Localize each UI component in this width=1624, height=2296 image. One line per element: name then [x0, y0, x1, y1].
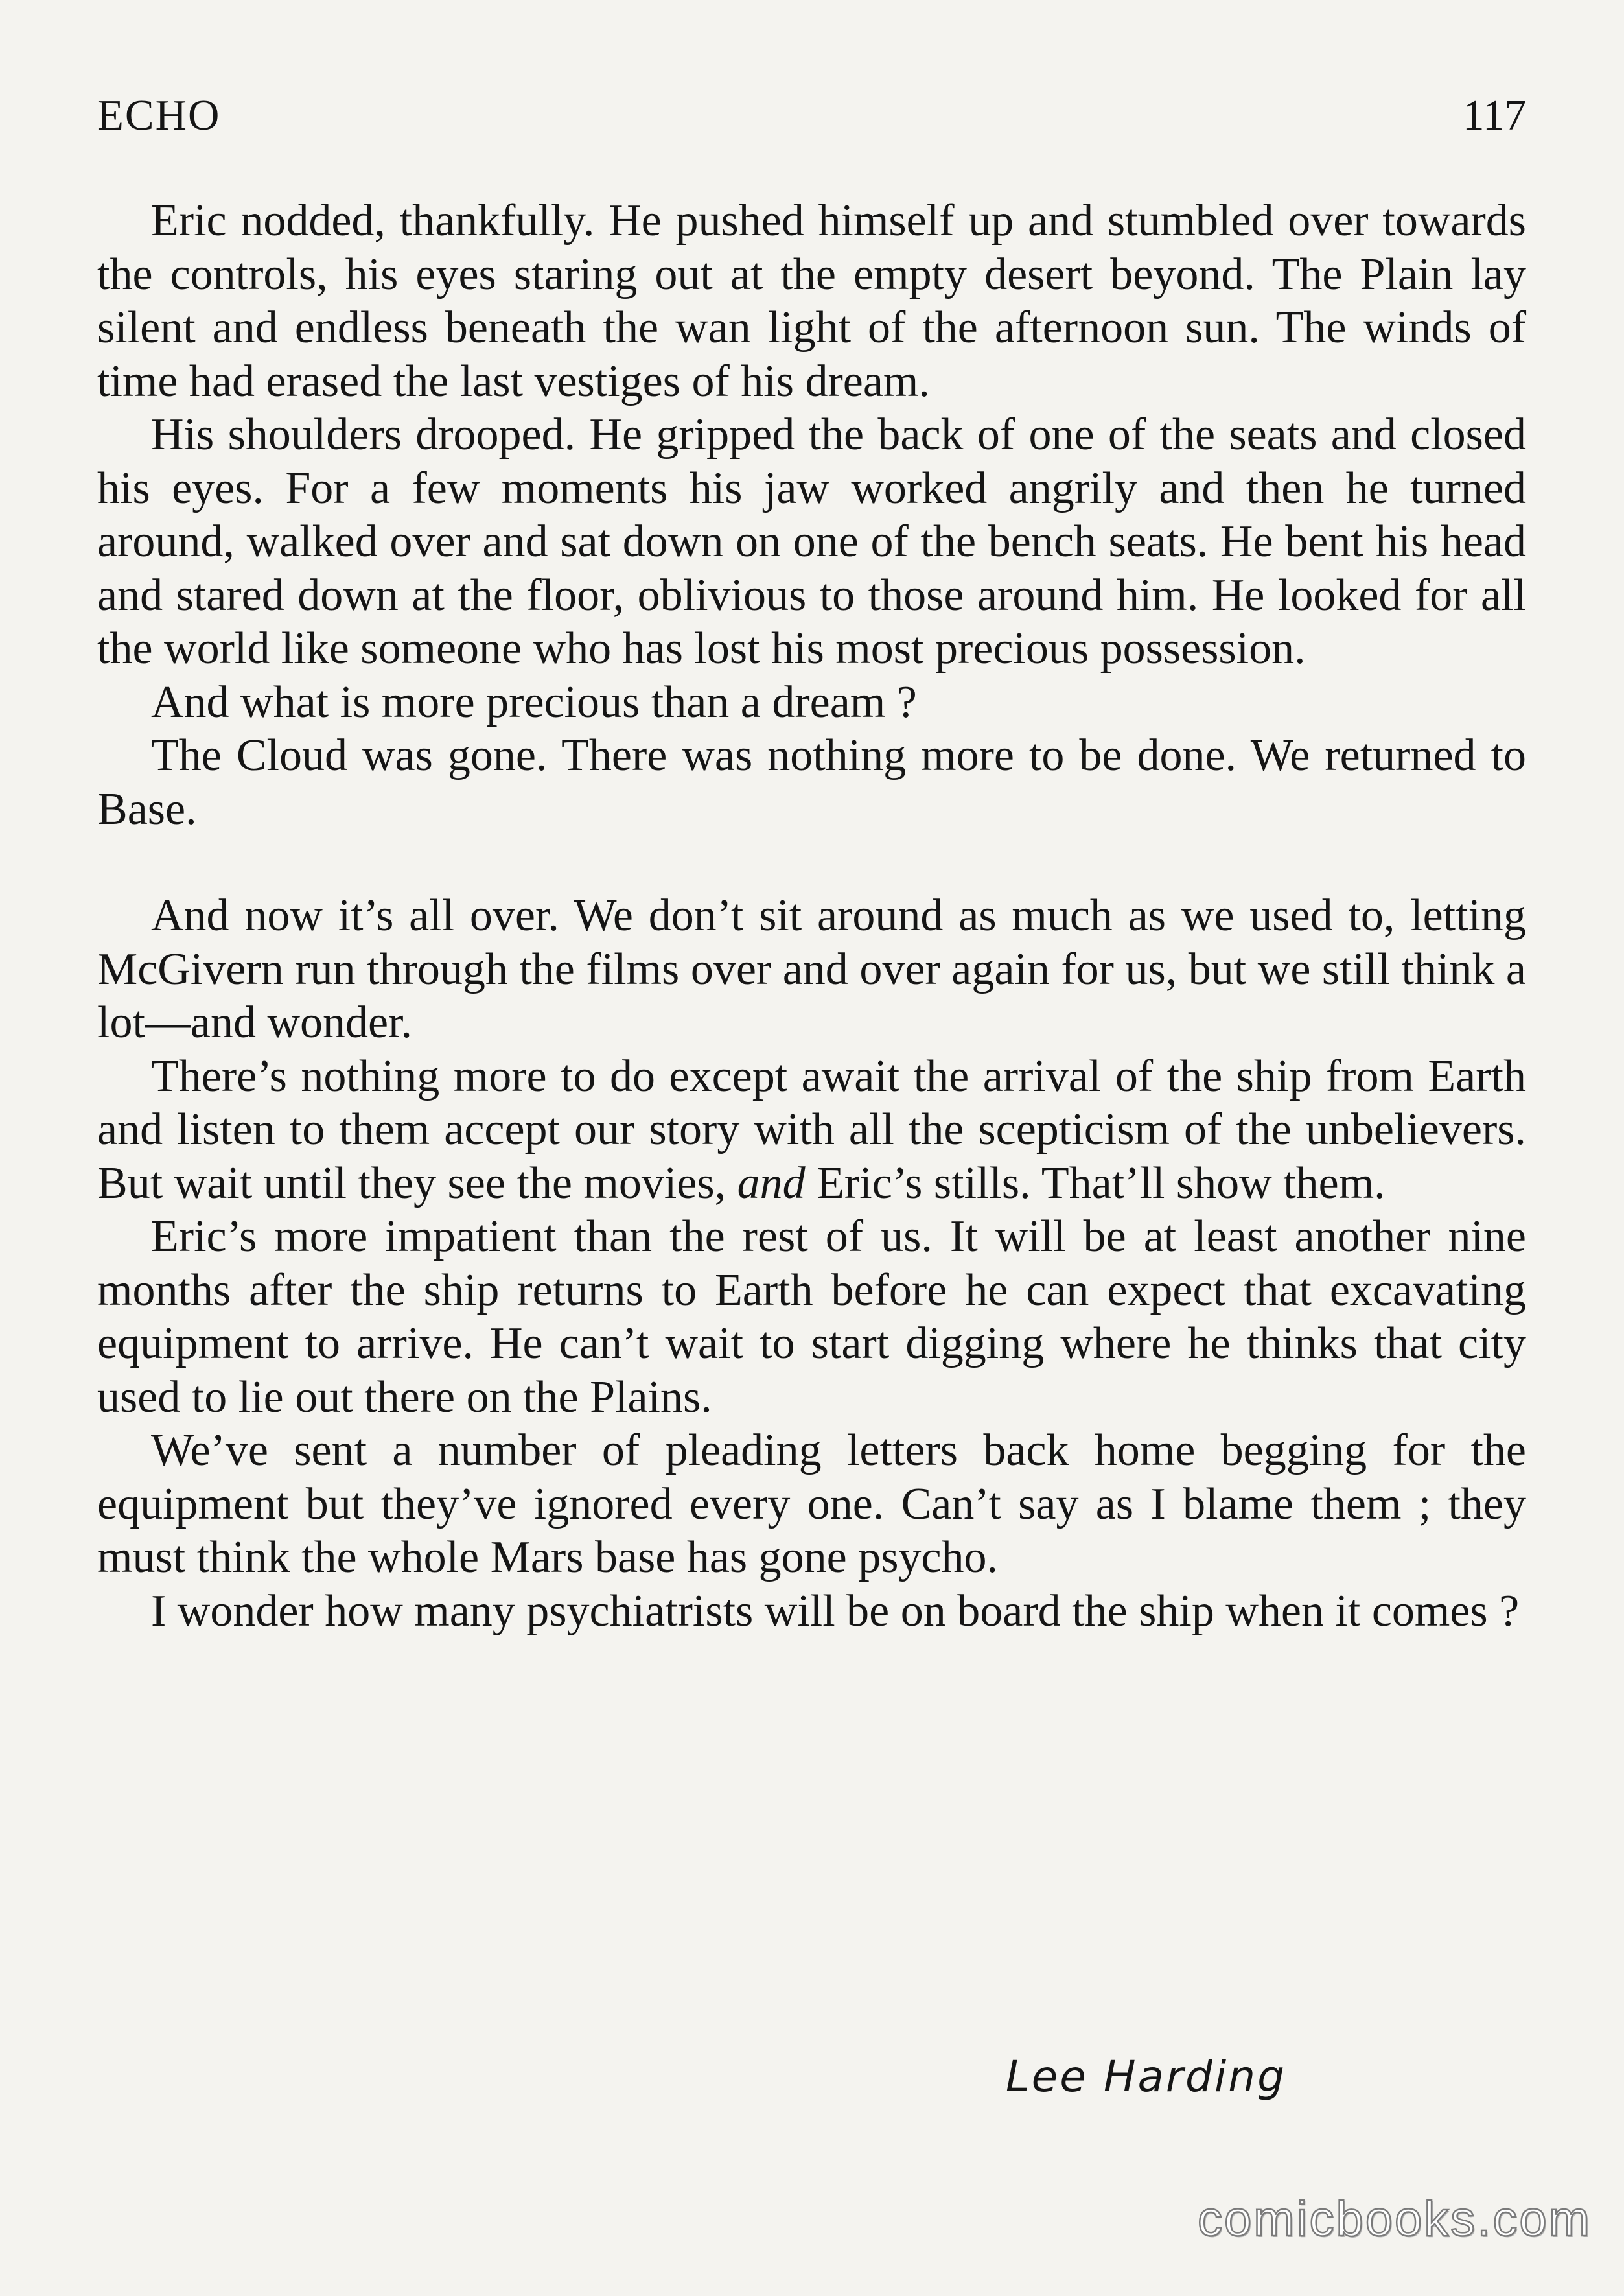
page-number: 117 [1462, 91, 1526, 139]
emphasized-word: and [737, 1158, 806, 1208]
paragraph: And now it’s all over. We don’t sit around as much as we used to, letting McGivern run through the films over and over again for us, but we still think a lot—and wonder. [97, 891, 1526, 1048]
story-body [97, 194, 1526, 1638]
paragraph: We’ve sent a number of pleading letters back home begging for the equipment but they’ve ignored every one. Can’t say as I blame them ; they must think the whole Mars base has gone psycho. [97, 1425, 1526, 1582]
paragraph: Eric’s more impatient than the rest of us. It will be at least another nine months after the ship returns to Earth before he can expect that excavating equipment to arrive. He can’t wait to start digging where he thinks that city used to lie out there on the Plains. [97, 1212, 1526, 1422]
paragraph: And what is more precious than a dream ? [151, 677, 917, 727]
running-head [97, 78, 1526, 156]
paragraph-text: There’s nothing more to do except await the arrival of the ship from Earth and listen to them accept our story with all the scepticism of the unbelievers. But wait until they see the movies, [97, 1051, 1526, 1208]
site-watermark: comicbooks.com [1198, 2192, 1592, 2247]
running-head-title: ECHO [97, 91, 221, 139]
paragraph [97, 1050, 1526, 1211]
author-signature: Lee Harding [1005, 2052, 1286, 2102]
section-break [97, 836, 1526, 889]
paragraph: The Cloud was gone. There was nothing more to be done. We returned to Base. [97, 731, 1526, 834]
paragraph-text: Eric’s stills. That’ll show them. [805, 1158, 1386, 1208]
story-page [97, 78, 1526, 2217]
paragraph: His shoulders drooped. He gripped the back of one of the seats and closed his eyes. For a few moments his jaw worked angrily and then he turned around, walked over and sat down on one of the bench seats. He bent his head and stared down at the floor, oblivious to those around him. He looked for all the world like someone who has lost his most precious possession. [97, 410, 1526, 674]
paragraph: I wonder how many psychiatrists will be on board the ship when it comes ? [151, 1586, 1520, 1636]
paragraph: Eric nodded, thankfully. He pushed himself up and stumbled over towards the controls, his eyes staring out at the empty desert beyond. The Plain lay silent and endless beneath the wan light of the afternoon sun. The winds of time had erased the last vestiges of his dream. [97, 196, 1526, 406]
